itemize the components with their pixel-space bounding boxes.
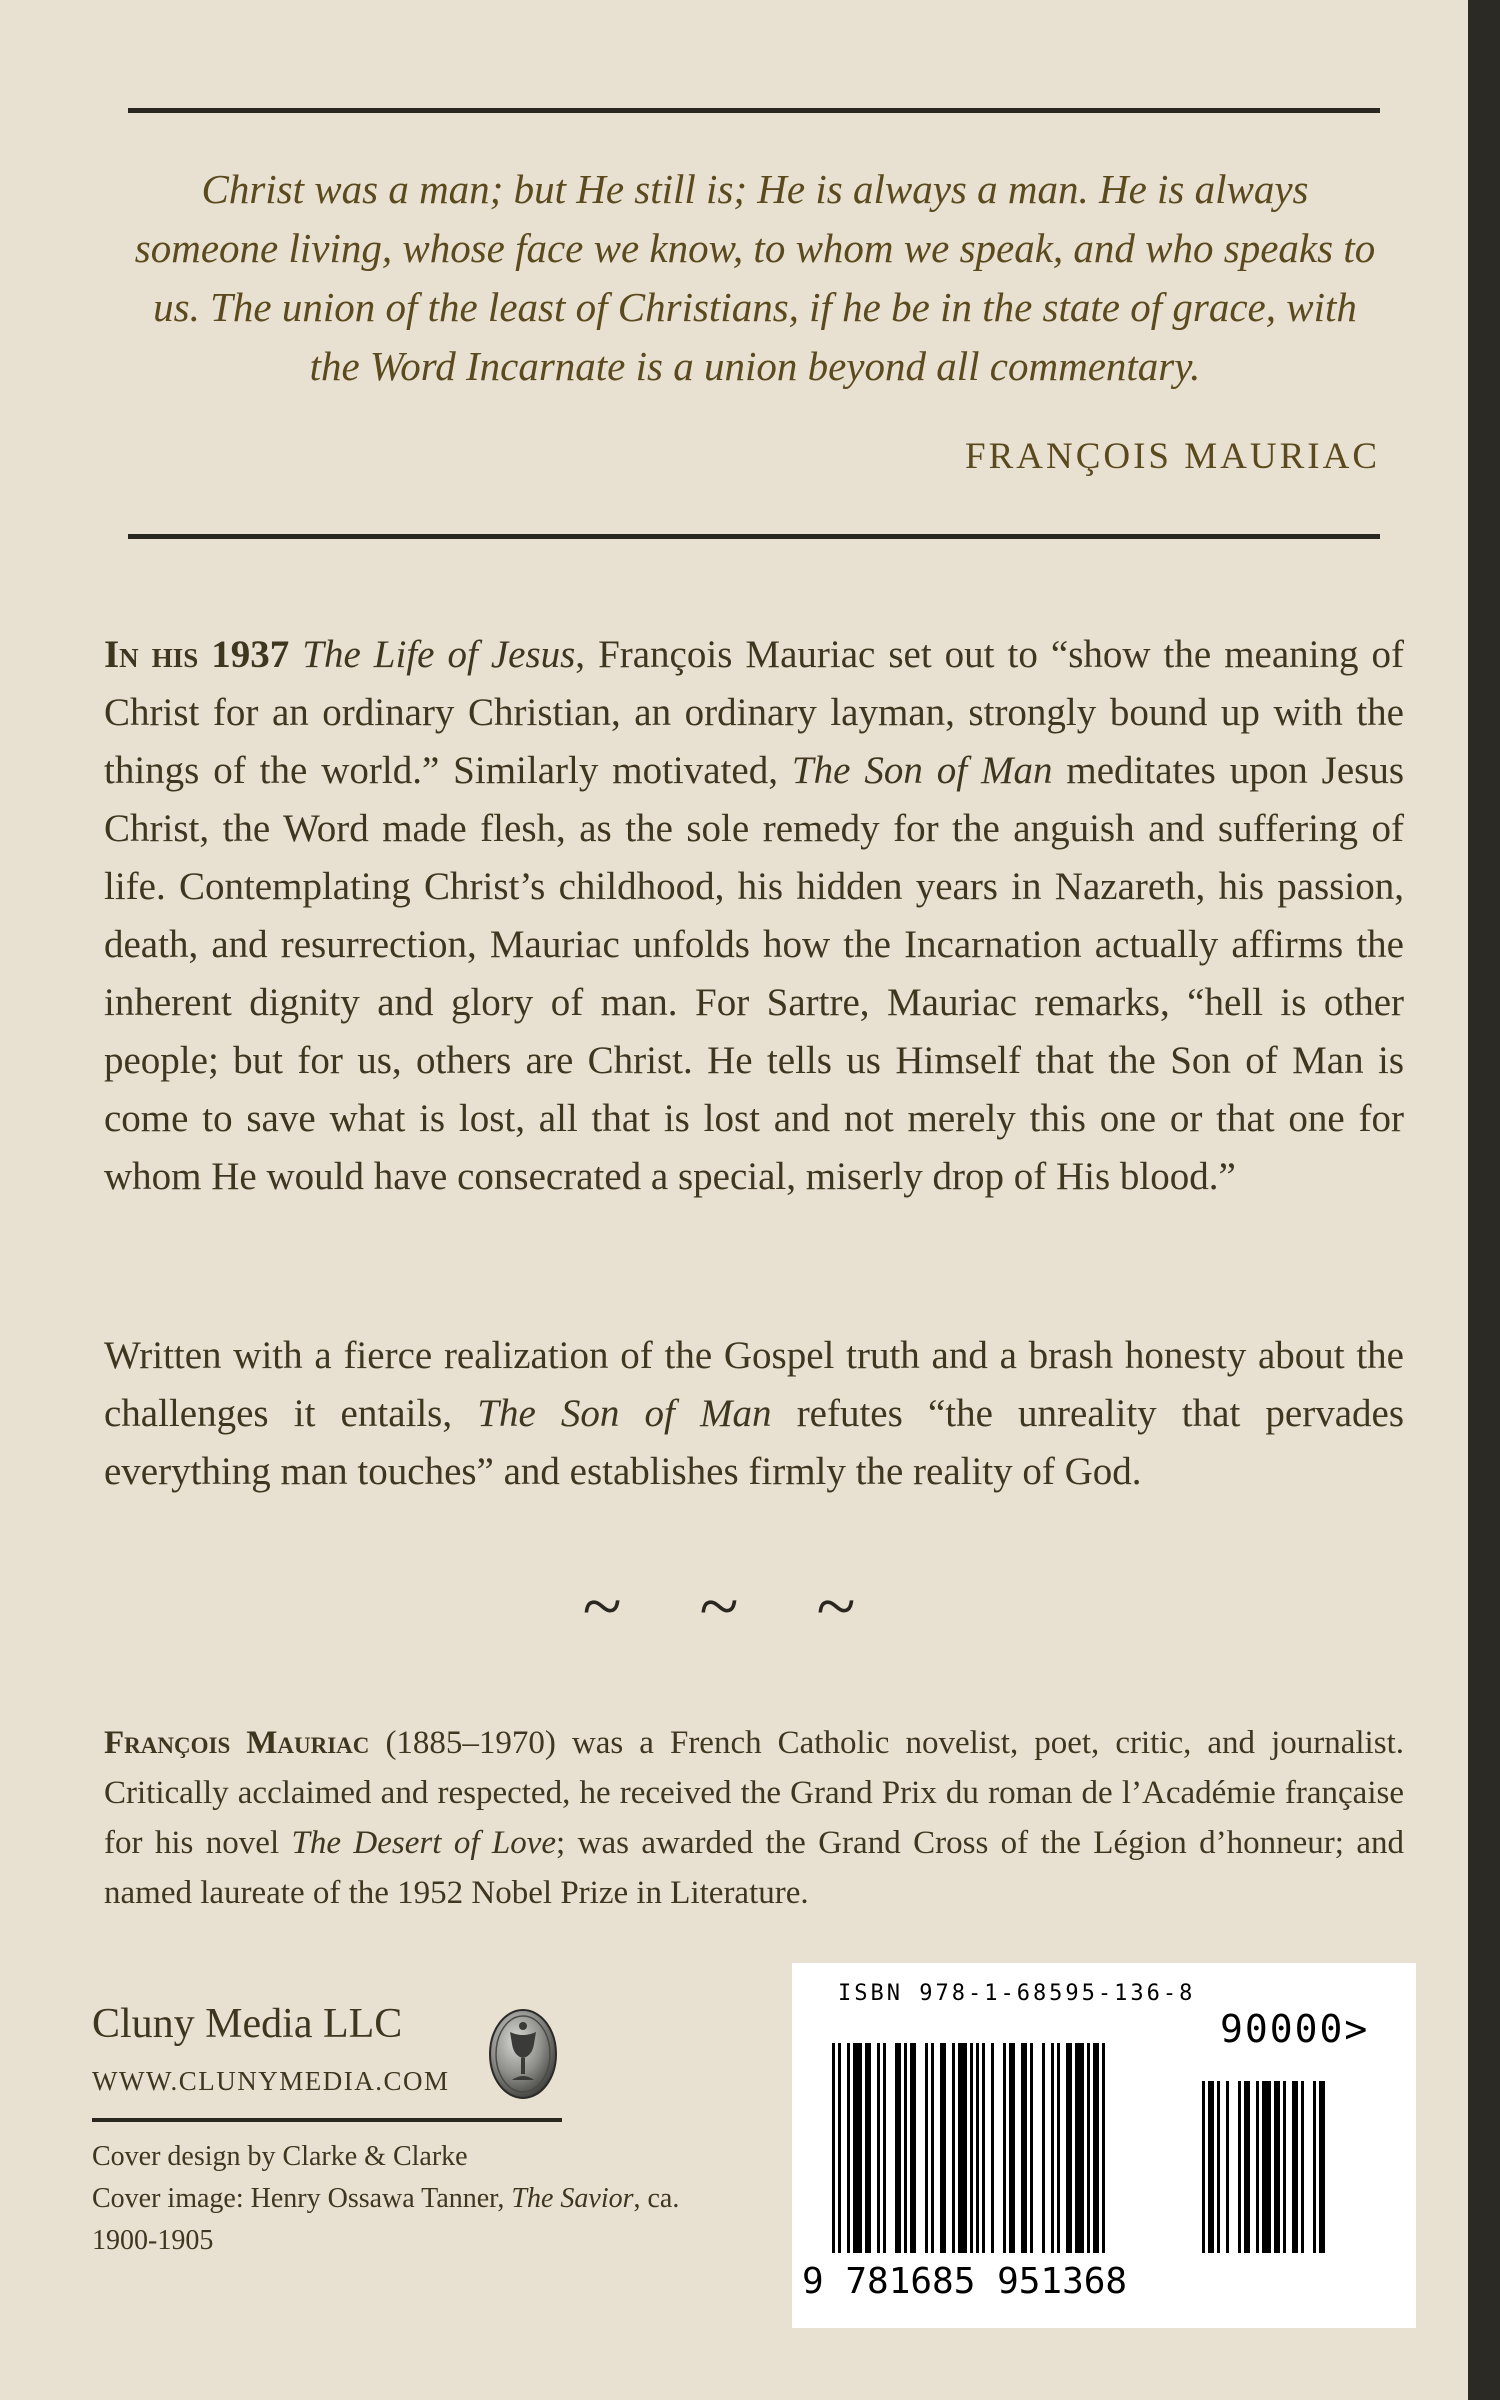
barcode-bar	[925, 2043, 928, 2253]
bio-text-b: ; was awarded the Grand Cross of the Légion d’honneur; and named laureate of the 1952 Nobel Prize in Literature.	[104, 1825, 1405, 1911]
barcode-bar	[1009, 2043, 1015, 2253]
publisher-url: WWW.CLUNYMEDIA.COM	[92, 2066, 450, 2096]
credit-cover-image	[92, 2178, 712, 2262]
barcode-bar	[1042, 2043, 1045, 2253]
barcode-bar	[883, 2043, 886, 2253]
bio-text-a: (1885–1970) was a French Catholic novelist, poet, critic, and journalist. Critically acclaimed and respected, he received the Grand Prix du roman de l’Académie française for his novel	[104, 1725, 1404, 1861]
epigraph-attribution: FRANÇOIS MAURIAC	[965, 436, 1380, 477]
addon-digits: 90000	[1220, 2007, 1345, 2051]
barcode-bar	[970, 2043, 973, 2253]
barcode-bar	[1208, 2081, 1214, 2253]
publisher-rule	[92, 2118, 562, 2122]
author-bio	[104, 1718, 1404, 1918]
epigraph-quote: Christ was a man; but He still is; He is always a man. He is always someone living, whose face we know, to whom we speak, and who speaks to us. The union of the least of Christians, if he be in the state of grace, with the Word Incarnate is a union beyond all commentary.	[134, 166, 1376, 389]
barcode-bar	[1217, 2081, 1220, 2253]
barcode-bar	[1030, 2043, 1033, 2253]
barcode-bar	[1102, 2043, 1105, 2253]
credit-cover-design: Cover design by Clarke & Clarke	[92, 2141, 468, 2172]
blurb-text-a: , François Mauriac set out to “show the meaning of Christ for an ordinary Christian, an ordinary layman, strongly bound up with the things of the world.” Similarly motivated,	[104, 633, 1405, 792]
credit-image-title: The Savior	[511, 2183, 634, 2214]
barcode-bar	[1057, 2043, 1060, 2253]
barcode-bar	[976, 2043, 979, 2253]
addon-marker: >	[1344, 2007, 1370, 2051]
barcode-bar	[958, 2043, 967, 2253]
barcode-bar	[1313, 2081, 1316, 2253]
barcode-bar	[940, 2043, 946, 2253]
barcode-bar	[1292, 2081, 1298, 2253]
barcode-bar	[877, 2043, 880, 2253]
barcode-bar	[910, 2043, 916, 2253]
blurb-p2-book-title: The Son of Man	[477, 1392, 772, 1435]
barcode-bar	[838, 2043, 841, 2253]
cover-credits	[92, 2136, 712, 2262]
ornament-divider: ~ ~ ~	[582, 1566, 886, 1646]
spine-edge-strip	[1468, 0, 1500, 2400]
barcode-bar	[1003, 2043, 1006, 2253]
blurb-paragraph-1	[104, 626, 1404, 1206]
barcode-bar	[1262, 2081, 1271, 2253]
barcode-bar	[952, 2043, 955, 2253]
top-rule	[128, 108, 1380, 113]
barcode-bar	[853, 2043, 862, 2253]
barcode-bar	[1238, 2081, 1241, 2253]
barcode-bar	[1274, 2081, 1280, 2253]
barcode-bar	[1283, 2081, 1286, 2253]
barcode-bar	[931, 2043, 934, 2253]
barcode-addon-digits	[1220, 2007, 1369, 2051]
barcode-bar	[1093, 2043, 1099, 2253]
barcode-bar	[1075, 2043, 1084, 2253]
blurb-p2-text-a: Written with a fierce realization of the Gospel truth and a brash honesty about the challenges it entails,	[104, 1334, 1404, 1435]
blurb-p2-text-b: refutes “the unreality that pervades everything man touches” and establishes firmly the reality of God.	[104, 1392, 1405, 1493]
barcode-bar	[1244, 2081, 1250, 2253]
barcode-main-bars	[832, 2043, 1172, 2253]
barcode-bar	[982, 2043, 985, 2253]
barcode-main-digits: 9 781685 951368	[802, 2261, 1128, 2302]
barcode-bar	[904, 2043, 907, 2253]
bottom-rule	[128, 534, 1380, 539]
bio-book-title: The Desert of Love	[291, 1825, 557, 1861]
barcode-bar	[1066, 2043, 1072, 2253]
barcode-bar	[1226, 2081, 1229, 2253]
barcode-bar	[1256, 2081, 1259, 2253]
barcode-bar	[832, 2043, 835, 2253]
publisher-name: Cluny Media LLC	[92, 2001, 403, 2047]
credit-image-date: , ca. 1900-1905	[92, 2183, 680, 2256]
barcode-bar	[1021, 2043, 1027, 2253]
barcode-bar	[847, 2043, 850, 2253]
blurb-lead-smallcaps: In his 1937	[104, 633, 290, 676]
credit-image-prefix: Cover image: Henry Ossawa Tanner,	[92, 2183, 505, 2214]
barcode-bar	[1301, 2081, 1304, 2253]
barcode-bar	[1087, 2043, 1090, 2253]
barcode-bar	[1319, 2081, 1325, 2253]
blurb-text-b: meditates upon Jesus Christ, the Word made flesh, as the sole remedy for the anguish and suffering of life. Contemplating Christ’s childhood, his hidden years in Nazareth, his passion, death, and resurrection, Mauriac unfolds how the Incarnation actually affirms the inherent dignity and glory of man. For Sartre, Mauriac remarks, “hell is other people; but for us, others are Christ. He tells us Himself that the Son of Man is come to save what is lost, all that is lost and not merely this one or that one for whom He would have consecrated a special, miserly drop of His blood.”	[104, 749, 1405, 1198]
blurb-book-title-life-of-jesus: The Life of Jesus	[302, 633, 576, 676]
barcode-bar	[895, 2043, 901, 2253]
blurb-book-title-son-of-man: The Son of Man	[791, 749, 1053, 792]
barcode-bar	[991, 2043, 994, 2253]
barcode-bar	[1051, 2043, 1054, 2253]
chalice-medallion-icon	[488, 2008, 558, 2100]
barcode-bar	[865, 2043, 871, 2253]
bio-author-name: François Mauriac	[104, 1725, 370, 1761]
isbn-barcode	[792, 1963, 1416, 2328]
isbn-text: ISBN 978-1-68595-136-8	[838, 1981, 1196, 2006]
barcode-addon-bars	[1202, 2081, 1392, 2253]
blurb-paragraph-2	[104, 1327, 1404, 1501]
barcode-bar	[1202, 2081, 1205, 2253]
